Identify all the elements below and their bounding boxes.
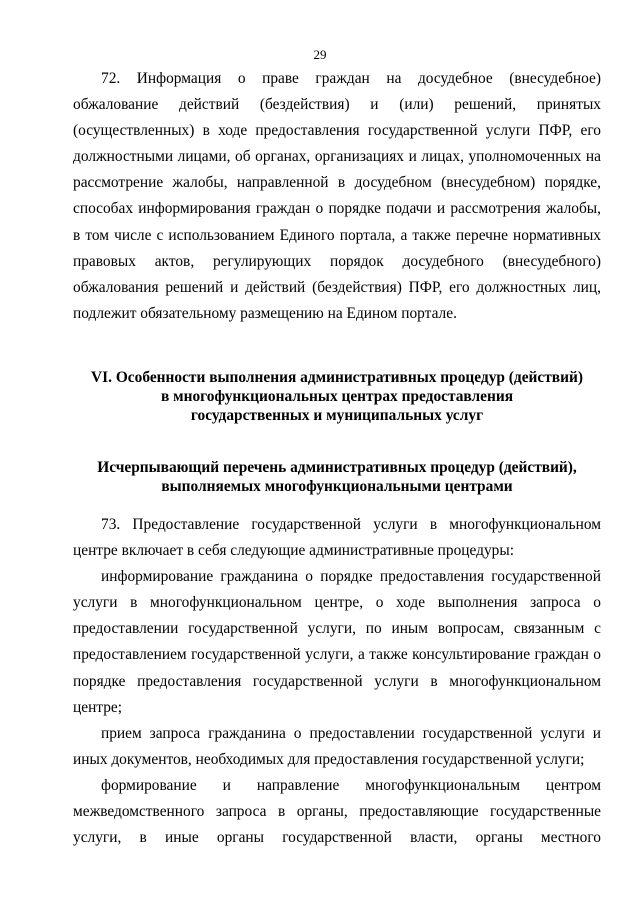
- paragraph-72: 72. Информация о праве граждан на досудебное (внесудебное) обжалование действий (бездействия) и (или) решений, принятых (осуществленных) в ходе предоставления государственной услуги ПФР, его должностными лицами, об органах, организациях и лицах, уполномоченных на рассмотрение жалобы, направленной в досудебном (внесудебном) порядке, способах информирования граждан о порядке подачи и рассмотрения жалобы, в том числе с использованием Единого портала, а также перечне нормативных правовых актов, регулирующих порядок досудебного (внесудебного) обжалования решений и действий (бездействия) ПФР, его должностных лиц, подлежит обязательному размещению на Едином портале.: [73, 70, 601, 322]
- section-heading: [73, 368, 601, 425]
- section-heading-line-2: в многофункциональных центрах предоставления: [160, 388, 514, 405]
- section-heading-line-1: VI. Особенности выполнения административных процедур (действий): [91, 369, 583, 386]
- sub-heading-line-2: выполняемых многофункциональными центрами: [161, 478, 513, 495]
- sub-heading: [73, 458, 601, 496]
- sub-heading-line-1: Исчерпывающий перечень административных процедур (действий),: [97, 459, 577, 476]
- list-item-informing: информирование гражданина о порядке предоставления государственной услуги в многофункциональном центре, о ходе выполнения запроса о предоставлении государственной услуги, по иным вопросам, связанным с предоставлением государственной услуги, а также консультирование граждан о порядке предоставления государственной услуги в многофункциональном центре;: [73, 568, 601, 716]
- list-item-reception: прием запроса гражданина о предоставлении государственной услуги и иных документов, необходимых для предоставления государственной услуги;: [73, 724, 601, 768]
- paragraph-73: 73. Предоставление государственной услуги в многофункциональном центре включает в себя следующие административные процедуры:: [73, 516, 601, 560]
- paragraph-72-block: [73, 66, 601, 327]
- page-number: 29: [313, 47, 327, 62]
- list-item-interagency-request: формирование и направление многофункциональным центром межведомственного запроса в органы, предоставляющие государственные услуги, в иные органы государственной власти, органы местного: [73, 776, 601, 847]
- paragraph-73-block: [73, 512, 601, 851]
- section-heading-line-3: государственных и муниципальных услуг: [190, 407, 484, 424]
